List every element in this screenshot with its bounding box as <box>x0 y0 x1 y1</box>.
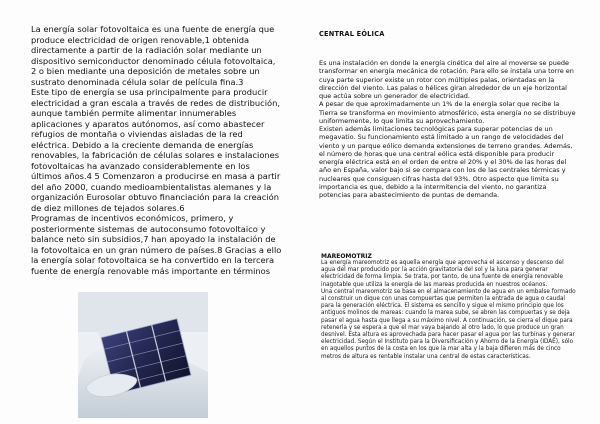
mareomotriz-paragraph-1: La energía mareomotriz es aquella energía que aprovecha el ascenso y descenso del agua del mar producido por la acción gravitatoria del sol y la luna para generar electricidad de forma limpia. Se trata, por tanto, de una fuente de energía renovable inagotable que utiliza la energía de las mareas producida en nuestros océanos. <box>321 260 564 288</box>
solar-paragraph-2: Este tipo de energía se usa principalmente para producir electricidad a gran escala a través de redes de distribución, aunque también permite alimentar innumerables aplicaciones y aparatos autónomos, así como abastecer refugios de montaña o viviendas aisladas de la red eléctrica. Debido a la creciente demanda de energías renovables, la fabricación de células solares e instalaciones fotovoltaicas ha avanzado considerablemente en los últimos años.4 5 Comenzaron a producirse en masa a partir del año 2000, cuando medioambientalistas alemanes y la organización Eurosolar obtuvo financiación para la creación de diez millones de tejados solares.6 <box>31 87 281 213</box>
eolica-heading: CENTRAL EÓLICA <box>319 30 385 38</box>
eolica-paragraph-3: Existen además limitaciones tecnológicas para superar potencias de un megavatio. Su funcionamiento está limitado a un rango de velocidades del viento y un parque eólico demanda extensiones de terreno grandes. Además, el número de horas que una central eólica está disponible para producir energía eléctrica está en el orden de entre el 20% y el 30% de las horas del año en España, valor bajo si se compara con los de las centrales térmicas y nucleares que consiguen cifras hasta del 93%. Otro aspecto que limita su importancia es que, debido a la intermitencia del viento, no garantiza potencias para abastecimiento de puntas de demanda. <box>319 125 573 199</box>
mareomotriz-title: MAREOMOTRIZ <box>321 253 372 260</box>
solar-paragraph-3: Programas de incentivos económicos, primero, y posteriormente sistemas de autoconsumo fotovoltaico y balance neto sin subsidios,7 han apoyado la instalación de la fotovoltaica en un gran número de países.8 Gracias a ello la energía solar fotovoltaica se ha convertido en la tercera fuente de energía renovable más importante en términos <box>31 213 282 276</box>
eolica-paragraph-1: Es una instalación en donde la energía cinética del aire al moverse se puede transformar en energía mecánica de rotación. Para ello se instala una torre en cuya parte superior existe un rotor con múltiples palas, orientadas en la dirección del viento. Las palas o hélices giran alrededor de un eje horizontal que actúa sobre un generador de electricidad. <box>319 59 574 100</box>
solar-article <box>31 24 283 276</box>
mareomotriz-article <box>321 253 579 361</box>
solar-cell-illustration <box>78 292 208 418</box>
eolica-article <box>319 30 579 199</box>
solar-cell-photo <box>78 292 208 418</box>
eolica-paragraph-2: A pesar de que aproximadamente un 1% de la energía solar que recibe la Tierra se transforma en movimiento atmosférico, esta energía no se distribuye uniformemente, lo que limita su aprovechamiento. <box>319 100 576 125</box>
solar-paragraph-1: La energía solar fotovoltaica es una fuente de energía que produce electricidad de origen renovable,1 obtenida directamente a partir de la radiación solar mediante un dispositivo semiconductor denominado célula fotovoltaica, 2 o bien mediante una deposición de metales sobre un sustrato denominada célula solar de película fina.3 <box>31 24 276 87</box>
mareomotriz-paragraph-2: Una central mareomotriz se basa en el almacenamiento de agua en un embalse formado al construir un dique con unas compuertas que permiten la entrada de agua o caudal para la generación eléctrica. El sistema es sencillo y sigue el mismo principio que los antiguos molinos de mareas: cuando la marea sube, se abren las compuertas y se deja pasar el agua hasta que llega a su máximo nivel. A continuación, se cierra el dique para retenerla y se espera a que el mar vaya bajando al otro lado, lo que produce un gran desnivel. Esta altura es aprovechada para hacer pasar el agua por las turbinas y generar electricidad. Según el Instituto para la Diversificación y Ahorro de la Energía (IDAE), sólo en aquellos puntos de la costa en los que la mar alta y la baja difieren más de cinco metros de altura es rentable instalar una central de estas características. <box>321 288 576 360</box>
